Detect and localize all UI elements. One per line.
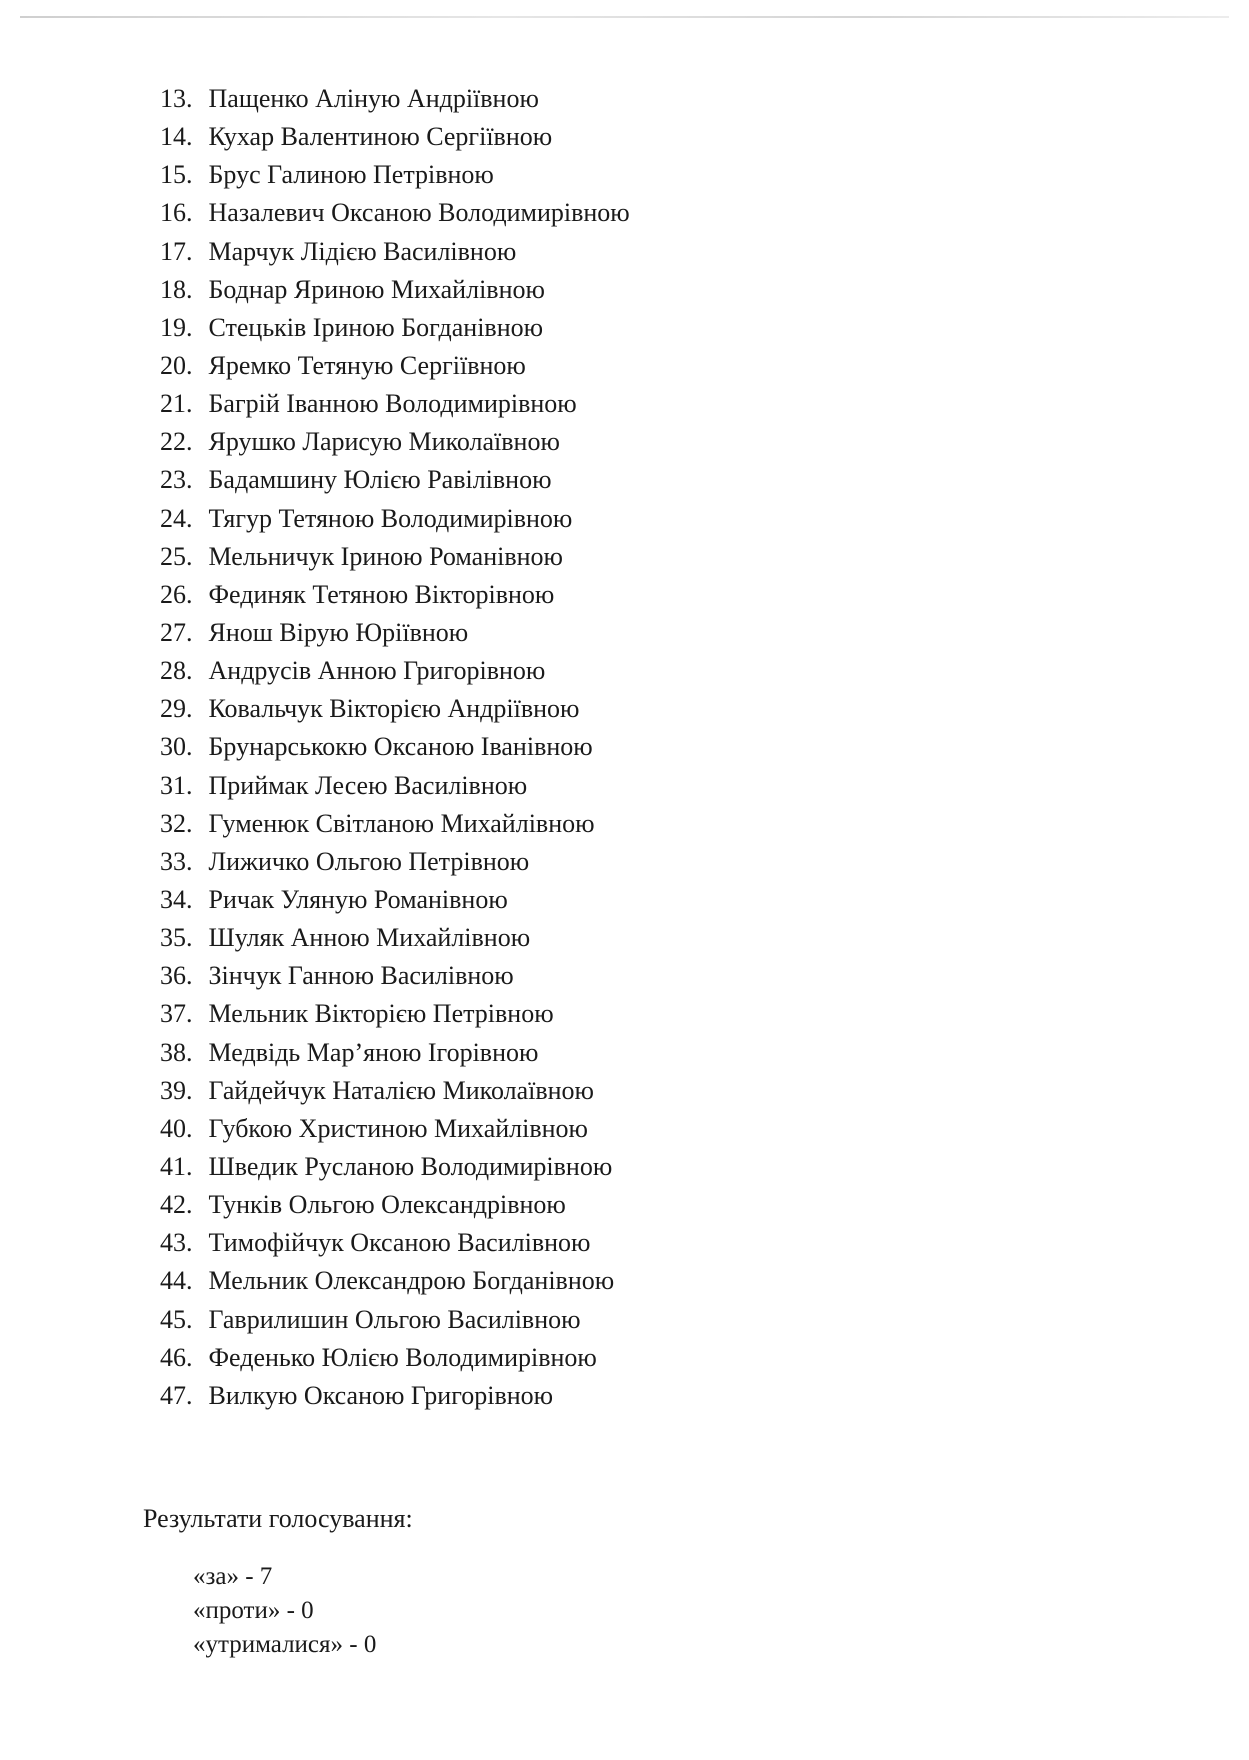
list-item	[160, 309, 630, 347]
list-item-number: 31.	[160, 770, 193, 800]
list-item-number: 43.	[160, 1228, 193, 1258]
list-item-number: 22.	[160, 427, 193, 457]
list-item-number: 38.	[160, 1037, 193, 1067]
list-item	[160, 995, 630, 1033]
list-item	[160, 957, 630, 995]
list-item-text: Вилкую Оксаною Григорівною	[208, 1380, 554, 1410]
list-item-text: Янош Вірую Юріївною	[208, 617, 469, 647]
list-item-text: Брус Галиною Петрівною	[208, 160, 494, 190]
list-item	[160, 538, 630, 576]
list-item	[160, 156, 630, 194]
list-item	[160, 80, 630, 118]
list-item	[160, 118, 630, 156]
list-item-text: Медвідь Мар’яною Ігорівною	[208, 1037, 539, 1067]
list-item	[160, 1034, 630, 1072]
list-item	[160, 1224, 630, 1262]
list-item	[160, 652, 630, 690]
list-item-number: 34.	[160, 884, 193, 914]
list-item-text: Гаврилишин Ольгою Василівною	[208, 1304, 581, 1334]
list-item-text: Тунків Ольгою Олександрівною	[208, 1190, 566, 1220]
list-item-number: 19.	[160, 312, 193, 342]
list-item-text: Шведик Русланою Володимирівною	[208, 1151, 613, 1181]
list-item-text: Бадамшину Юлією Равілівною	[208, 465, 552, 495]
list-item-number: 18.	[160, 274, 193, 304]
list-item-text: Назалевич Оксаною Володимирівною	[208, 198, 630, 228]
list-item	[160, 881, 630, 919]
list-item	[160, 233, 630, 271]
list-item-number: 45.	[160, 1304, 193, 1334]
list-item-text: Марчук Лідією Василівною	[208, 236, 517, 266]
list-item-number: 46.	[160, 1342, 193, 1372]
list-item-text: Губкою Христиною Михайлівною	[208, 1113, 588, 1143]
list-item-text: Мельник Олександрою Богданівною	[208, 1266, 615, 1296]
list-item-number: 36.	[160, 961, 193, 991]
list-item	[160, 1072, 630, 1110]
list-item-number: 16.	[160, 198, 193, 228]
list-item	[160, 576, 630, 614]
list-item-text: Андрусів Анною Григорівною	[208, 656, 546, 686]
vote-result-line: «за» - 7	[193, 1563, 273, 1590]
list-item-number: 13.	[160, 84, 193, 113]
list-item-text: Фединяк Тетяною Вікторівною	[208, 579, 555, 609]
list-item-number: 21.	[160, 389, 193, 419]
list-item-text: Зінчук Ганною Василівною	[208, 961, 514, 991]
list-item	[160, 1339, 630, 1377]
list-item-number: 20.	[160, 350, 193, 380]
list-item	[160, 805, 630, 843]
list-item-number: 44.	[160, 1266, 193, 1296]
list-item	[160, 423, 630, 461]
vote-result-line: «проти» - 0	[193, 1597, 314, 1624]
list-item	[160, 1186, 630, 1224]
list-item	[160, 271, 630, 309]
list-item	[160, 843, 630, 881]
list-item	[160, 385, 630, 423]
list-item-number: 33.	[160, 846, 193, 876]
list-item-text: Боднар Яриною Михайлівною	[208, 274, 545, 304]
list-item	[160, 767, 630, 805]
list-item-text: Ричак Уляную Романівною	[208, 884, 508, 914]
vote-result-line: «утрималися» - 0	[193, 1631, 377, 1658]
list-item	[160, 1110, 630, 1148]
list-item-text: Шуляк Анною Михайлівною	[208, 923, 531, 953]
scan-edge-line	[20, 16, 1229, 18]
list-item	[160, 461, 630, 499]
list-item-text: Пащенко Аліную Андріївною	[208, 84, 539, 113]
list-item-text: Приймак Лесею Василівною	[208, 770, 528, 800]
list-item	[160, 614, 630, 652]
list-item-number: 23.	[160, 465, 193, 495]
list-item-number: 40.	[160, 1113, 193, 1143]
list-item-text: Феденько Юлією Володимирівною	[208, 1342, 597, 1372]
list-item-number: 37.	[160, 999, 193, 1029]
list-item-number: 32.	[160, 808, 193, 838]
list-item-text: Стецьків Іриною Богданівною	[208, 312, 544, 342]
list-item-text: Кухар Валентиною Сергіївною	[208, 122, 553, 152]
list-item-text: Мельник Вікторією Петрівною	[208, 999, 554, 1029]
list-item-number: 15.	[160, 160, 193, 190]
list-item-text: Гайдейчук Наталією Миколаївною	[208, 1075, 594, 1105]
list-item-text: Мельничук Іриною Романівною	[208, 541, 563, 571]
list-item-number: 17.	[160, 236, 193, 266]
list-item-number: 14.	[160, 122, 193, 152]
list-item	[160, 690, 630, 728]
list-item	[160, 1377, 630, 1415]
list-item	[160, 1262, 630, 1300]
list-item-text: Гуменюк Світланою Михайлівною	[208, 808, 595, 838]
list-item	[160, 500, 630, 538]
list-item-number: 25.	[160, 541, 193, 571]
list-item-number: 30.	[160, 732, 193, 762]
list-item	[160, 728, 630, 766]
list-item-text: Тягур Тетяною Володимирівною	[208, 503, 573, 533]
list-item	[160, 347, 630, 385]
list-item-text: Багрій Іванною Володимирівною	[208, 389, 577, 419]
list-item-number: 26.	[160, 579, 193, 609]
list-item-number: 39.	[160, 1075, 193, 1105]
list-item-number: 41.	[160, 1151, 193, 1181]
list-item-number: 35.	[160, 923, 193, 953]
list-item-text: Ковальчук Вікторією Андріївною	[208, 694, 580, 724]
list-item-text: Тимофійчук Оксаною Василівною	[208, 1228, 591, 1258]
list-item	[160, 1148, 630, 1186]
list-item-text: Ярушко Ларисую Миколаївною	[208, 427, 560, 457]
list-item-number: 29.	[160, 694, 193, 724]
list-item-text: Яремко Тетяную Сергіївною	[208, 350, 526, 380]
list-item-number: 47.	[160, 1380, 193, 1410]
list-item-number: 27.	[160, 617, 193, 647]
list-item	[160, 919, 630, 957]
list-item	[160, 194, 630, 232]
name-list	[160, 80, 630, 1415]
vote-results	[193, 1560, 376, 1662]
list-item-number: 42.	[160, 1190, 193, 1220]
list-item-text: Лижичко Ольгою Петрівною	[208, 846, 530, 876]
list-item-number: 28.	[160, 656, 193, 686]
results-title: Результати голосування:	[143, 1504, 413, 1533]
list-item	[160, 1301, 630, 1339]
list-item-text: Брунарськокю Оксаною Іванівною	[208, 732, 593, 762]
list-item-number: 24.	[160, 503, 193, 533]
